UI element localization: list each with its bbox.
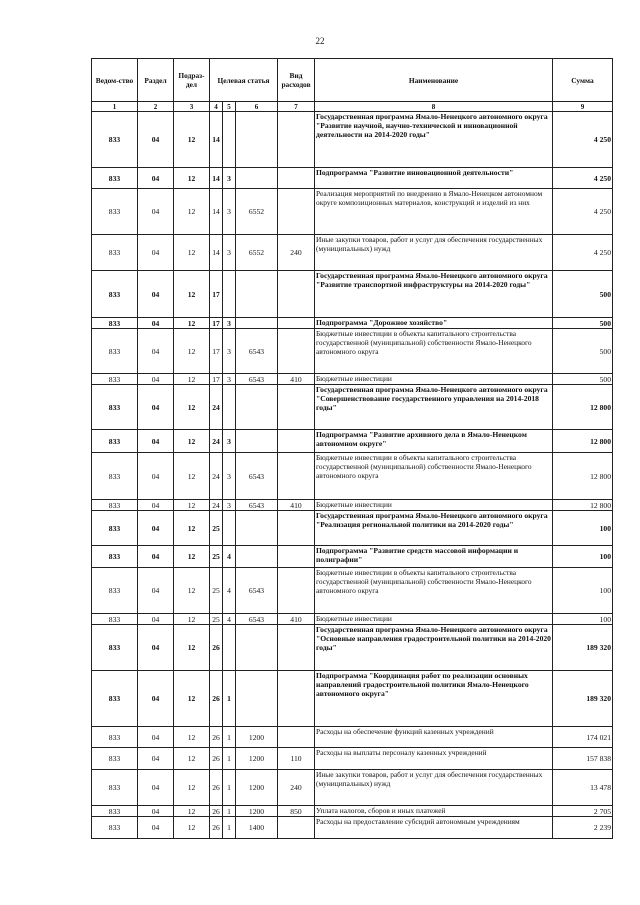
- column-number: 8: [315, 102, 553, 112]
- department-code: 833: [92, 112, 138, 168]
- table-row: [92, 614, 613, 625]
- item-name: Подпрограмма "Развитие средств массовой информации и полиграфии": [315, 546, 553, 568]
- expense-type-code: 410: [278, 500, 315, 511]
- section-code: 04: [138, 568, 174, 614]
- activity-code: 6552: [236, 235, 278, 271]
- department-code: 833: [92, 500, 138, 511]
- table-row: [92, 318, 613, 329]
- program-code: 17: [210, 374, 223, 385]
- header-department: Ведом-ство: [92, 59, 138, 102]
- program-code: 26: [210, 806, 223, 817]
- expense-type-code: [278, 671, 315, 727]
- section-code: 04: [138, 430, 174, 453]
- activity-code: 1200: [236, 727, 278, 748]
- activity-code: 6543: [236, 500, 278, 511]
- table-body: [92, 112, 613, 839]
- activity-code: [236, 318, 278, 329]
- section-code: 04: [138, 511, 174, 546]
- item-name: Иные закупки товаров, работ и услуг для обеспечения государственных (муниципальных) нужд: [315, 235, 553, 271]
- expense-type-code: [278, 112, 315, 168]
- amount-value: 500: [553, 318, 613, 329]
- subsection-code: 12: [174, 430, 210, 453]
- subprogram-code: 4: [223, 614, 236, 625]
- column-number: 7: [278, 102, 315, 112]
- department-code: 833: [92, 235, 138, 271]
- section-code: 04: [138, 770, 174, 806]
- activity-code: [236, 671, 278, 727]
- amount-value: 12 800: [553, 430, 613, 453]
- department-code: 833: [92, 727, 138, 748]
- program-code: 26: [210, 770, 223, 806]
- amount-value: 500: [553, 374, 613, 385]
- table-row: [92, 748, 613, 770]
- subprogram-code: 3: [223, 500, 236, 511]
- header-section: Раздел: [138, 59, 174, 102]
- department-code: 833: [92, 817, 138, 839]
- table-row: [92, 374, 613, 385]
- subprogram-code: [223, 112, 236, 168]
- subprogram-code: 1: [223, 817, 236, 839]
- subsection-code: 12: [174, 235, 210, 271]
- program-code: 26: [210, 817, 223, 839]
- expense-type-code: [278, 168, 315, 189]
- amount-value: 12 800: [553, 385, 613, 430]
- item-name: Государственная программа Ямало-Ненецкого автономного округа "Реализация региональной политики на 2014-2020 годы": [315, 511, 553, 546]
- program-code: 14: [210, 112, 223, 168]
- section-code: 04: [138, 318, 174, 329]
- subprogram-code: 3: [223, 189, 236, 235]
- column-number: 6: [236, 102, 278, 112]
- subsection-code: 12: [174, 546, 210, 568]
- table-row: [92, 671, 613, 727]
- item-name: Государственная программа Ямало-Ненецкого автономного округа "Развитие научной, научно-технической и инновационной деятельности на 2014-2020 годы": [315, 112, 553, 168]
- subprogram-code: 3: [223, 168, 236, 189]
- amount-value: 157 838: [553, 748, 613, 770]
- subsection-code: 12: [174, 817, 210, 839]
- program-code: 24: [210, 385, 223, 430]
- amount-value: 4 250: [553, 189, 613, 235]
- item-name: Государственная программа Ямало-Ненецкого автономного округа "Развитие транспортной инфраструктуры на 2014-2020 годы": [315, 271, 553, 318]
- subprogram-code: 1: [223, 671, 236, 727]
- subprogram-code: 3: [223, 453, 236, 500]
- subsection-code: 12: [174, 271, 210, 318]
- table-row: [92, 385, 613, 430]
- amount-value: 189 320: [553, 671, 613, 727]
- section-code: 04: [138, 671, 174, 727]
- subprogram-code: 3: [223, 374, 236, 385]
- activity-code: [236, 430, 278, 453]
- amount-value: 12 800: [553, 453, 613, 500]
- section-code: 04: [138, 235, 174, 271]
- activity-code: [236, 271, 278, 318]
- column-number: 9: [553, 102, 613, 112]
- item-name: Подпрограмма "Дорожное хозяйство": [315, 318, 553, 329]
- subprogram-code: 1: [223, 748, 236, 770]
- department-code: 833: [92, 453, 138, 500]
- table-row: [92, 235, 613, 271]
- expense-type-code: 240: [278, 235, 315, 271]
- subsection-code: 12: [174, 329, 210, 374]
- item-name: Расходы на выплаты персоналу казенных учреждений: [315, 748, 553, 770]
- column-number-row: [92, 102, 613, 112]
- table-row: [92, 112, 613, 168]
- activity-code: 1200: [236, 806, 278, 817]
- expense-type-code: [278, 546, 315, 568]
- activity-code: 1200: [236, 748, 278, 770]
- expense-type-code: [278, 568, 315, 614]
- subprogram-code: 4: [223, 546, 236, 568]
- subprogram-code: [223, 511, 236, 546]
- table-row: [92, 817, 613, 839]
- table-header-row: [92, 59, 613, 102]
- expense-type-code: [278, 189, 315, 235]
- item-name: Бюджетные инвестиции в объекты капитального строительства государственной (муниципальной) собственности Ямало-Ненецкого автономного округа: [315, 329, 553, 374]
- subsection-code: 12: [174, 511, 210, 546]
- table-row: [92, 727, 613, 748]
- section-code: 04: [138, 546, 174, 568]
- department-code: 833: [92, 511, 138, 546]
- table-row: [92, 500, 613, 511]
- amount-value: 4 250: [553, 112, 613, 168]
- table-row: [92, 329, 613, 374]
- department-code: 833: [92, 770, 138, 806]
- section-code: 04: [138, 806, 174, 817]
- column-number: 4: [210, 102, 223, 112]
- column-number: 5: [223, 102, 236, 112]
- department-code: 833: [92, 806, 138, 817]
- section-code: 04: [138, 385, 174, 430]
- subprogram-code: [223, 385, 236, 430]
- program-code: 24: [210, 453, 223, 500]
- amount-value: 189 320: [553, 625, 613, 671]
- program-code: 25: [210, 568, 223, 614]
- subprogram-code: [223, 625, 236, 671]
- table-row: [92, 168, 613, 189]
- item-name: Иные закупки товаров, работ и услуг для обеспечения государственных (муниципальных) нужд: [315, 770, 553, 806]
- department-code: 833: [92, 748, 138, 770]
- header-expense-type: Вид расходов: [278, 59, 315, 102]
- column-number: 2: [138, 102, 174, 112]
- program-code: 17: [210, 318, 223, 329]
- subsection-code: 12: [174, 500, 210, 511]
- program-code: 25: [210, 614, 223, 625]
- amount-value: 12 800: [553, 500, 613, 511]
- department-code: 833: [92, 168, 138, 189]
- program-code: 14: [210, 189, 223, 235]
- section-code: 04: [138, 189, 174, 235]
- amount-value: 500: [553, 271, 613, 318]
- subsection-code: 12: [174, 806, 210, 817]
- expense-type-code: 850: [278, 806, 315, 817]
- activity-code: [236, 112, 278, 168]
- amount-value: 174 021: [553, 727, 613, 748]
- expense-type-code: [278, 511, 315, 546]
- subsection-code: 12: [174, 568, 210, 614]
- item-name: Подпрограмма "Координация работ по реализации основных направлений градостроительной политики Ямало-Ненецкого автономного округа": [315, 671, 553, 727]
- expense-type-code: [278, 727, 315, 748]
- amount-value: 2 239: [553, 817, 613, 839]
- subsection-code: 12: [174, 385, 210, 430]
- subsection-code: 12: [174, 614, 210, 625]
- amount-value: 500: [553, 329, 613, 374]
- program-code: 25: [210, 511, 223, 546]
- amount-value: 100: [553, 511, 613, 546]
- subsection-code: 12: [174, 168, 210, 189]
- activity-code: 6543: [236, 453, 278, 500]
- table-row: [92, 511, 613, 546]
- department-code: 833: [92, 614, 138, 625]
- subsection-code: 12: [174, 625, 210, 671]
- section-code: 04: [138, 614, 174, 625]
- section-code: 04: [138, 500, 174, 511]
- program-code: 26: [210, 625, 223, 671]
- amount-value: 4 250: [553, 235, 613, 271]
- subprogram-code: 3: [223, 329, 236, 374]
- section-code: 04: [138, 625, 174, 671]
- section-code: 04: [138, 817, 174, 839]
- item-name: Государственная программа Ямало-Ненецкого автономного округа "Основные направления градостроительной политики на 2014-2020 годы": [315, 625, 553, 671]
- department-code: 833: [92, 625, 138, 671]
- department-code: 833: [92, 385, 138, 430]
- subsection-code: 12: [174, 770, 210, 806]
- expense-type-code: [278, 329, 315, 374]
- subprogram-code: 3: [223, 235, 236, 271]
- header-name: Наименование: [315, 59, 553, 102]
- item-name: Расходы на предоставление субсидий автономным учреждениям: [315, 817, 553, 839]
- header-subsection: Подраз-дел: [174, 59, 210, 102]
- department-code: 833: [92, 671, 138, 727]
- subprogram-code: 1: [223, 806, 236, 817]
- subsection-code: 12: [174, 453, 210, 500]
- item-name: Подпрограмма "Развитие архивного дела в Ямало-Ненецком автономном округе": [315, 430, 553, 453]
- header-target-article: Целевая статья: [210, 59, 278, 102]
- subsection-code: 12: [174, 189, 210, 235]
- expense-type-code: 240: [278, 770, 315, 806]
- section-code: 04: [138, 748, 174, 770]
- amount-value: 100: [553, 614, 613, 625]
- amount-value: 2 705: [553, 806, 613, 817]
- subprogram-code: [223, 271, 236, 318]
- subprogram-code: 1: [223, 770, 236, 806]
- expense-type-code: [278, 625, 315, 671]
- section-code: 04: [138, 112, 174, 168]
- program-code: 26: [210, 671, 223, 727]
- activity-code: 6543: [236, 329, 278, 374]
- item-name: Государственная программа Ямало-Ненецкого автономного округа "Совершенствование государственного управления на 2014-2018 годы": [315, 385, 553, 430]
- table-row: [92, 770, 613, 806]
- subsection-code: 12: [174, 748, 210, 770]
- item-name: Бюджетные инвестиции в объекты капитального строительства государственной (муниципальной) собственности Ямало-Ненецкого автономного округа: [315, 453, 553, 500]
- department-code: 833: [92, 271, 138, 318]
- program-code: 17: [210, 271, 223, 318]
- page-number: 22: [315, 36, 325, 46]
- activity-code: 6552: [236, 189, 278, 235]
- column-number: 3: [174, 102, 210, 112]
- subsection-code: 12: [174, 112, 210, 168]
- item-name: Реализация мероприятий по внедрению в Ямало-Ненецком автономном округе композиционных материалов, конструкций и изделий из них: [315, 189, 553, 235]
- program-code: 17: [210, 329, 223, 374]
- activity-code: [236, 625, 278, 671]
- section-code: 04: [138, 374, 174, 385]
- amount-value: 100: [553, 568, 613, 614]
- section-code: 04: [138, 271, 174, 318]
- item-name: Бюджетные инвестиции в объекты капитального строительства государственной (муниципальной) собственности Ямало-Ненецкого автономного округа: [315, 568, 553, 614]
- activity-code: 1400: [236, 817, 278, 839]
- subprogram-code: 4: [223, 568, 236, 614]
- amount-value: 13 478: [553, 770, 613, 806]
- activity-code: [236, 385, 278, 430]
- subsection-code: 12: [174, 374, 210, 385]
- activity-code: 1200: [236, 770, 278, 806]
- activity-code: 6543: [236, 568, 278, 614]
- section-code: 04: [138, 329, 174, 374]
- program-code: 24: [210, 500, 223, 511]
- department-code: 833: [92, 568, 138, 614]
- program-code: 14: [210, 168, 223, 189]
- item-name: Уплата налогов, сборов и иных платежей: [315, 806, 553, 817]
- activity-code: [236, 168, 278, 189]
- table-row: [92, 271, 613, 318]
- expense-type-code: [278, 318, 315, 329]
- item-name: Подпрограмма "Развитие инновационной деятельности": [315, 168, 553, 189]
- table-row: [92, 806, 613, 817]
- activity-code: 6543: [236, 614, 278, 625]
- amount-value: 4 250: [553, 168, 613, 189]
- table-row: [92, 430, 613, 453]
- item-name: Бюджетные инвестиции: [315, 614, 553, 625]
- budget-table: [91, 58, 613, 839]
- subprogram-code: 1: [223, 727, 236, 748]
- program-code: 26: [210, 748, 223, 770]
- amount-value: 100: [553, 546, 613, 568]
- item-name: Расходы на обеспечение функций казенных учреждений: [315, 727, 553, 748]
- expense-type-code: [278, 817, 315, 839]
- table-row: [92, 546, 613, 568]
- subsection-code: 12: [174, 727, 210, 748]
- table-row: [92, 625, 613, 671]
- expense-type-code: 410: [278, 374, 315, 385]
- expense-type-code: [278, 271, 315, 318]
- expense-type-code: 110: [278, 748, 315, 770]
- department-code: 833: [92, 318, 138, 329]
- department-code: 833: [92, 430, 138, 453]
- table-row: [92, 189, 613, 235]
- subprogram-code: 3: [223, 430, 236, 453]
- expense-type-code: [278, 385, 315, 430]
- program-code: 14: [210, 235, 223, 271]
- item-name: Бюджетные инвестиции: [315, 500, 553, 511]
- department-code: 833: [92, 374, 138, 385]
- expense-type-code: 410: [278, 614, 315, 625]
- program-code: 24: [210, 430, 223, 453]
- activity-code: [236, 546, 278, 568]
- activity-code: [236, 511, 278, 546]
- activity-code: 6543: [236, 374, 278, 385]
- expense-type-code: [278, 430, 315, 453]
- table-row: [92, 568, 613, 614]
- section-code: 04: [138, 727, 174, 748]
- item-name: Бюджетные инвестиции: [315, 374, 553, 385]
- department-code: 833: [92, 189, 138, 235]
- column-number: 1: [92, 102, 138, 112]
- subsection-code: 12: [174, 318, 210, 329]
- expense-type-code: [278, 453, 315, 500]
- subsection-code: 12: [174, 671, 210, 727]
- subprogram-code: 3: [223, 318, 236, 329]
- program-code: 25: [210, 546, 223, 568]
- department-code: 833: [92, 546, 138, 568]
- header-amount: Сумма: [553, 59, 613, 102]
- department-code: 833: [92, 329, 138, 374]
- program-code: 26: [210, 727, 223, 748]
- section-code: 04: [138, 453, 174, 500]
- table-row: [92, 453, 613, 500]
- section-code: 04: [138, 168, 174, 189]
